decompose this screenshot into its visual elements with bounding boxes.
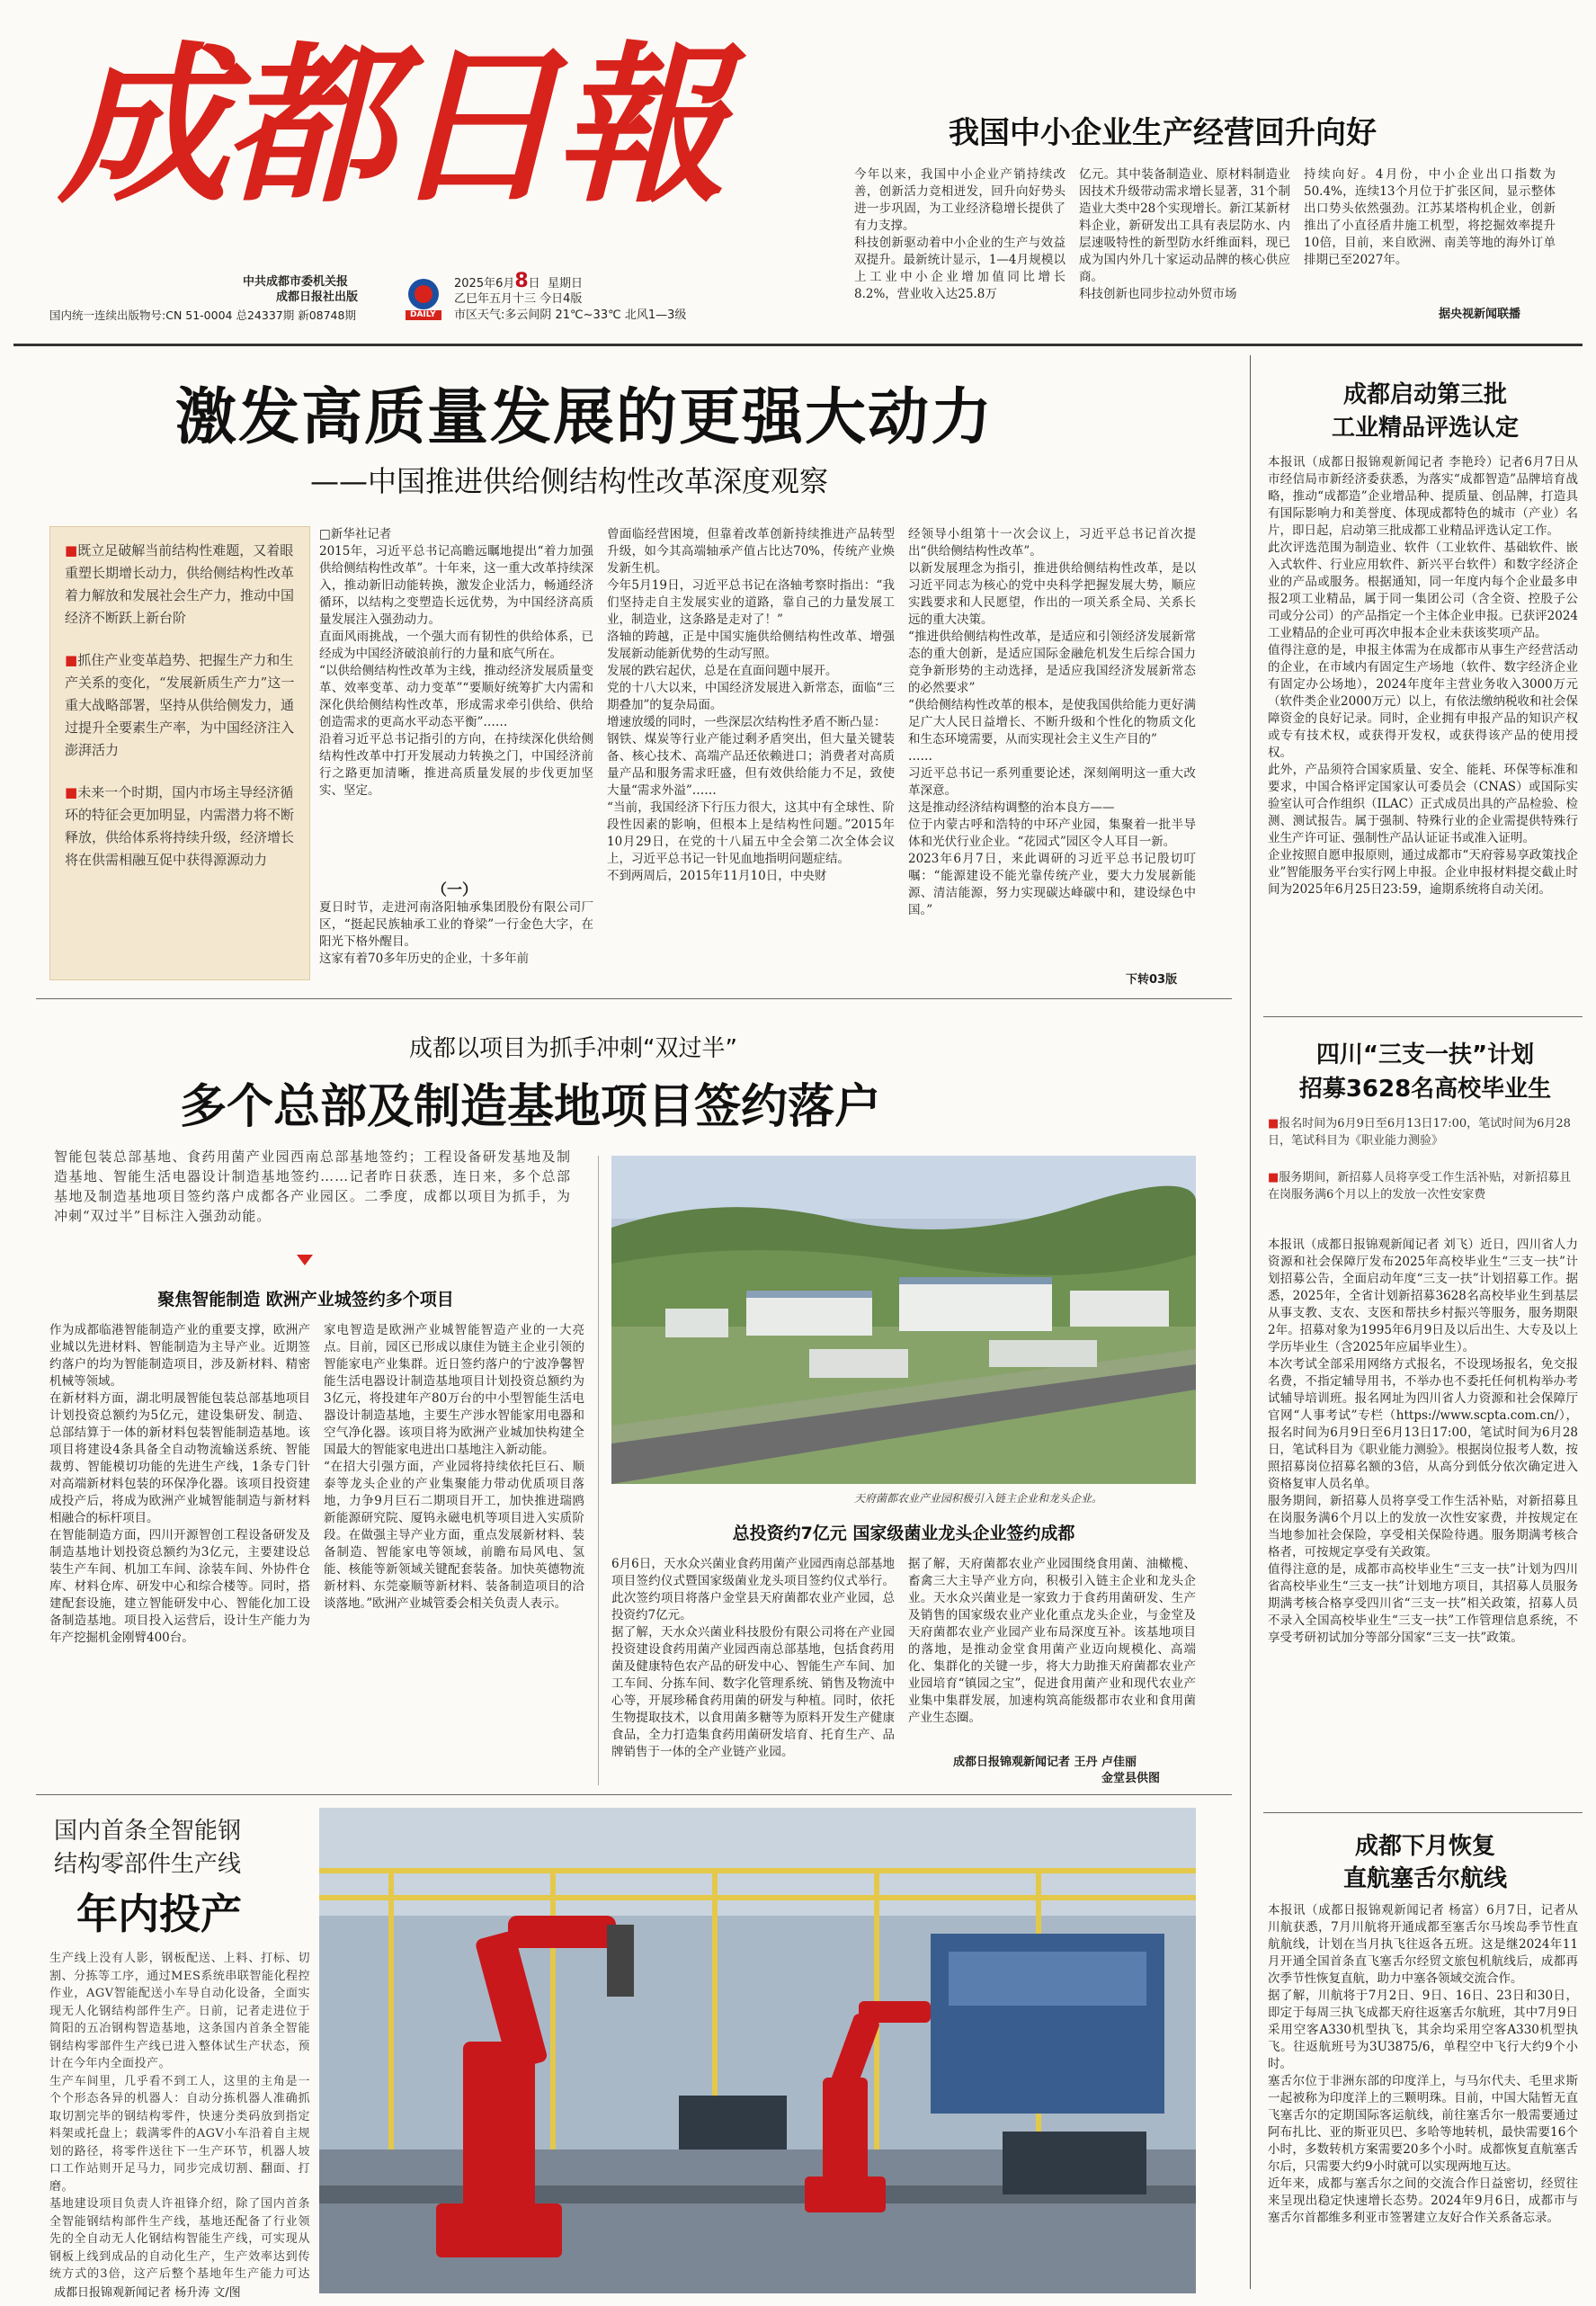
masthead-logo: 成都日報 bbox=[58, 25, 721, 226]
lead-summary-1: ■既立足破解当前结构性难题，又着眼重塑长期增长动力，供给侧结构性改革着力解放和发展社会生产力，推动中国经济不断跃上新台阶 bbox=[65, 542, 295, 626]
project-photo-credit: 金堂县供图 bbox=[1101, 1772, 1161, 1785]
lead-subtitle: ——中国推进供给侧结构性改革深度观察 bbox=[310, 464, 829, 498]
lead-summary-box bbox=[49, 526, 310, 980]
top-story-col1: 今年以来，我国中小企业产销持续改善，创新活力竞相迸发，回升向好势头进一步巩固，为工业经济稳增长提供了有力支撑。 科技创新驱动着中小企业的生产与效益双提升。最新统计显示，1—4月规模以上工业中小企业增加值同比增长8.2%，营业收入达25.8万 bbox=[854, 167, 1065, 301]
steel-kicker-2: 结构零部件生产线 bbox=[54, 1851, 242, 1878]
project-sub2: 总投资约7亿元 国家级菌业龙头企业签约成都 bbox=[732, 1524, 1075, 1543]
project-sub1-col2: 家电智造是欧洲产业城智能智造产业的一大亮点。目前，园区已形成以康佳为链主企业引领的智能家电产业集群。近日签约落户的宁波净馨智能生活电器设计制造基地项目计划投资总额约为3亿元，将投建年产80万台的中小型智能生活电器设计制造基地，主要生产涉水智能家用电器和空气净化器。该项目将为欧洲产业城加快构建全国最大的智能家电进出口基地注入新动能。 “在招大引强方面，产业园将持续依托巨石、顺泰等龙头企业的产业集聚能力带动优质项目落地，力争9月巨石二期项目开工，加快推进瑞鸥新能源研究院、厦钨永磁电机等项目进入实质阶段。在做强主导产业方面，重点发展新材料、装备制造、智能家电等领域，前瞻布局风电、氢能、核能等新领域关键配套装备。加快英德物流新材料、东莞豪顺等新材料、装备制造项目的洽谈落地。”欧洲产业城管委会相关负责人表示。 bbox=[324, 1323, 584, 1611]
lead-col1: □新华社记者 2015年，习近平总书记高瞻远瞩地提出“着力加强供给侧结构性改革”。十年来，这一重大改革持续深入，推动新旧动能转换，激发企业活力，畅通经济循环，以结构之变塑造长远优势，为中国经济高质量发展注入强劲动力。 直面风雨挑战，一个强大而有韧性的供给体系，已经成为中国经济破浪前行的力量和底气所在。 “以供给侧结构性改革为主线，推动经济发展质量变革、效率变革、动力变革”“要顺好统筹扩大内需和深化供给侧结构性改革，形成需求牵引供给、供给创造需求的更高水平动态平衡”…… 沿着习近平总书记指引的方向，在持续深化供给侧结构性改革中打开发展动力转换之门，中国经济前行之路更加清晰，推进高质量发展的步伐更加坚实、坚定。 bbox=[319, 527, 593, 798]
right3-body: 本报讯（成都日报锦观新闻记者 杨富）6月7日，记者从川航获悉，7月川航将开通成都至塞舌尔马埃岛季节性直航航线，计划在当月执飞往返各五班。这是继2024年11月开通全国首条直飞塞舌尔经贸文旅包机航线后，成都再次季节性恢复直航，助力中塞各领域交流合作。 据了解，川航将于7月2日、9日、16日、23日和30日，即定于每周三执飞成都天府往返塞舌尔航班，其中7月9日采用空客A330机型执飞，其余均采用空客A330机型执飞。往返航班号为3U3875/6，单程空中飞行大约9个小时。 塞舌尔位于非洲东部的印度洋上，与马尔代夫、毛里求斯一起被称为印度洋上的三颗明珠。目前，中国大陆暂无直飞塞舌尔的定期国际客运航线，前往塞舌尔一般需要通过阿布扎比、亚的斯亚贝巴、多哈等地转机，最快需要16个小时，多数转机方案需要20多个小时。成都恢复直航塞舌尔后，只需要大约9小时就可以实现两地互达。 近年来，成都与塞舌尔之间的交流合作日益密切，经贸往来呈现出稳定快速增长态势。2024年9月6日，成都市与塞舌尔首都维多利亚市签署建立友好合作关系备忘录。 bbox=[1268, 1903, 1578, 2225]
right2-title-2: 招募3628名高校毕业生 bbox=[1298, 1076, 1552, 1103]
right2-body: 本报讯（成都日报锦观新闻记者 刘飞）近日，四川省人力资源和社会保障厅发布2025年高校毕业生“三支一扶”计划招募公告，全面启动年度“三支一扶”计划招募工作。据悉，2025年，全省计划新招募3628名高校毕业生到基层从事支教、支农、支医和帮扶乡村振兴等服务，服务期限2年。招募对象为1995年6月9日及以后出生、大专及以上学历毕业生（含2025年应届毕业生）。 本次考试全部采用网络方式报名，不设现场报名，免交报名费，不指定辅导用书，不举办也不委托任何机构举办考试辅导培训班。报名网址为四川省人力资源和社会保障厅官网“人事考试”专栏（https://www.scpta.com.cn/），报名时间为6月9日至6月13日17:00，笔试时间为6月28日，笔试科目为《职业能力测验》。根据岗位报考人数，按照招募岗位招募名额的3倍，从高分到低分依次确定进入资格复审人员名单。 服务期间，新招募人员将享受工作生活补贴，对新招募且在岗服务满6个月以上的发放一次性安家费，并按规定在当地参加社会保险，享受相关保险待遇。服务期满考核合格者，可按规定享受有关政策。 值得注意的是，成都市高校毕业生“三支一扶”计划为四川省高校毕业生“三支一扶”计划地方项目，其招募人员服务期满考核合格享受四川省“三支一扶”相关政策，招募人员不录入全国高校毕业生“三支一扶”工作管理信息系统，不享受考研初试加分等部分国家“三支一扶”政策。 bbox=[1268, 1238, 1578, 1645]
project-intro: 智能包装总部基地、食药用菌产业园西南总部基地签约；工程设备研发基地及制造基地、智能生活电器设计制造基地签约……记者昨日获悉，连日来，多个总部基地及制造基地项目签约落户成都各产业园区。二季度，成都以项目为抓手，为冲刺“双过半”目标注入强劲动能。 bbox=[54, 1149, 571, 1224]
industrial-park-photo bbox=[611, 1156, 1196, 1484]
lead-summary-2: ■抓住产业变革趋势、把握生产力和生产关系的变化，“发展新质生产力”这一重大战略部署，坚持从供给侧发力，通过提升全要素生产率，为中国经济注入澎湃活力 bbox=[65, 652, 295, 758]
triangle-marker-icon bbox=[297, 1255, 313, 1265]
masthead-sponsor: 中共成都市委机关报 bbox=[243, 275, 349, 289]
project-kicker: 成都以项目为抓手冲刺“双过半” bbox=[409, 1035, 737, 1062]
issue-date: 2025年6月8日 星期日 bbox=[454, 270, 583, 292]
project-sub2-col2: 据了解，天府菌都农业产业园围绕食用菌、油橄榄、畜禽三大主导产业方向，积极引入链主企业和龙头企业。天水众兴菌业是一家致力于食药用菌研发、生产及销售的国家级农业产业化重点龙头企业，与金堂及天府菌都农业产业园产业布局深度互补。该基地项目的落地，是推动金堂食用菌产业迈向规模化、高端化、集群化的关键一步，将大力助推天府菌都农业产业园培育“镇园之宝”，促进食用菌产业和现代农业产业集中集群发展，加速构筑高能级都市农业和食用菌产业生态圈。 bbox=[908, 1557, 1196, 1725]
right2-rule bbox=[1263, 1812, 1583, 1813]
masthead-rule bbox=[13, 344, 1583, 346]
lead-summary-3: ■未来一个时期，国内市场主导经济循环的特征会更加明显，内需潜力将不断释放，供给体系将持续升级，经济增长将在供需相融互促中获得源源动力 bbox=[65, 784, 295, 868]
lead-jump: 下转03版 bbox=[1126, 973, 1178, 987]
right2-title-1: 四川“三支一扶”计划 bbox=[1315, 1041, 1535, 1068]
project-byline: 成都日报锦观新闻记者 王丹 卢佳丽 bbox=[953, 1756, 1137, 1769]
right1-rule bbox=[1263, 1016, 1583, 1017]
column-rule bbox=[1250, 355, 1251, 2289]
masthead-publisher: 成都日报社出版 bbox=[276, 290, 359, 304]
masthead-serial: 国内统一连续出版物号:CN 51-0004 总24337期 新08748期 bbox=[49, 308, 356, 322]
project-col-rule bbox=[598, 1156, 599, 1785]
weather: 市区天气:多云间阴 21℃~33℃ 北风1—3级 bbox=[454, 308, 687, 322]
right2-bullet-1: ■报名时间为6月9日至6月13日17:00，笔试时间为6月28日，笔试科目为《职业能力测验》 bbox=[1268, 1117, 1571, 1148]
steel-body: 生产线上没有人影，钢板配送、上料、打标、切割、分拣等工序，通过MES系统串联智能化程控作业，AGV智能配送小车导自动化设备，全面实现无人化钢结构部件生产。日前，记者走进位于简阳的五冶钢构智造基地，这条国内首条全智能钢结构零部件生产线已进入整体试生产状态，预计在今年内全面投产。 生产车间里，几乎看不到工人，这里的主角是一个个形态各异的机器人：自动分拣机器人准确抓取切割完毕的钢结构零件，快速分类码放到指定料架或托盘上；载满零件的AGV小车沿着自主规划的路径，将零件送往下一生产环节，机器人坡口工作站则开足马力，同步完成切割、翻面、打磨。 基地建设项目负责人许祖锋介绍，除了国内首条全智能钢结构部件生产线，基地还配备了行业领先的全自动无人化钢结构智能生产线，可实现从钢板上线到成品的自动化生产，生产效率达到传统方式的3倍，这产后整个基地年生产能力可达 bbox=[49, 1952, 310, 2281]
lead-title: 激发高质量发展的更强大动力 bbox=[175, 382, 994, 453]
steel-byline: 成都日报锦观新闻记者 杨升涛 文/图 bbox=[54, 2286, 241, 2300]
lead-rule bbox=[36, 998, 1232, 999]
project-sub2-col1: 6月6日，天水众兴菌业食药用菌产业园西南总部基地项目签约仪式暨国家级菌业龙头项目签约仪式举行。此次签约项目将落户金堂县天府菌都农业产业园，总投资约7亿元。 据了解，天水众兴菌业科技股份有限公司将在产业园投资建设食药用菌产业园西南总部基地，包括食药用菌及健康特色农产品的研发中心、智能生产车间、加工车间、分拣车间、数字化管理系统、销售及物流中心等，开展珍稀食药用菌的研发与种植。同时，依托生物提取技术，以食用菌多糖等为原料开发生产健康食品，全力打造集食药用菌研发培育、托育生产、品牌销售于一体的全产业链产业园。 bbox=[611, 1557, 895, 1759]
right1-body: 本报讯（成都日报锦观新闻记者 李艳玲）记者6月7日从市经信局市新经济委获悉，为落实“成都智造”品牌培育战略，推动“成都造”企业增品种、提质量、创品牌，打造具有国际影响力和美誉度、体现成都特色的城市（产业）名片，即日起，启动第三批成都工业精品评选认定工作。 此次评选范围为制造业、软件（工业软件、基础软件、嵌入式软件、行业应用软件、新兴平台软件）和数字经济企业的产品或服务。根据通知，同一年度内每个企业最多申报2项工业精品，属于同一集团公司（含全资、控股子公司或分公司）的产品指定一个主体企业申报。已获评2024工业精品的企业可再次申报本企业未获该奖项产品。 值得注意的是，申报主体需为在成都市从事生产经营活动的企业，在市域内有固定生产场地（软件、数字经济企业有固定办公场地），2024年度年主营业务收入3000万元（软件类企业2000万元）以上，有依法缴纳税收和社会保障资金的良好记录。同时，企业拥有申报产品的知识产权或专有技术权，或获得开发权，或获得该产品的使用授权。 此外，产品须符合国家质量、安全、能耗、环保等标准和要求，中国合格评定国家认可委员会（CNAS）或国际实验室认可合作组织（ILAC）正式成员出具的产品检验、检测、测试报告。属于强制、特殊行业的企业需提供特殊行业生产许可证、强制性产品认证证书或准入证明。 企业按照自愿申报原则，通过成都市“天府蓉易享政策找企业”智能服务平台实行网上申报。企业申报材料提交截止时间为2025年6月25日23:59，逾期系统将自动关闭。 bbox=[1268, 455, 1578, 897]
top-story-col3: 持续向好。4月份，中小企业出口指数为50.4%，连续13个月位于扩张区间，显示整体出口势头依然强劲。江苏某塔构机企业，创新推出了小直径盾井施工机型，将挖掘效率提升10倍，目前，来自欧洲、南美等地的海外订单排期已至2027年。 bbox=[1304, 167, 1556, 267]
project-sub1-col1: 作为成都临港智能制造产业的重要支撑，欧洲产业城以先进材料、智能制造为主导产业。近期签约落户的均为智能制造项目，涉及新材料、精密机械等领域。 在新材料方面，湖北明晟智能包装总部基地项目计划投资总额约为5亿元，建设集研发、制造、总部结算于一体的新材料包装智能制造基地。该项目将建设4条具备全自动物流输送系统、智能裁剪、智能模切功能的先进生产线，1条专门针对高端新材料包装的环保净化器。该项目投资建成投产后，将成为欧洲产业城智能制造与新材料相融合的标杆项目。 在智能制造方面，四川开源智创工程设备研发及制造基地计划投资总额约为3亿元，主要建设总装生产车间、机加工车间、涂装车间、外协件仓库、材料仓库、研发中心和综合楼等。同时，搭建配套设施，建立智能研发中心、智能化加工设备制造基地。项目投入运营后，设计生产能力为年产挖掘机金刚臂400台。 bbox=[49, 1323, 310, 1645]
masthead bbox=[49, 18, 787, 342]
daily-badge: DAILY bbox=[400, 274, 447, 321]
top-story-source: 据央视新闻联播 bbox=[1439, 308, 1521, 321]
right1-title-2: 工业精品评选认定 bbox=[1331, 415, 1519, 442]
top-story-col2: 亿元。其中装备制造业、原材料制造业因技术升级带动需求增长显著，31个制造业大类中28个实现增长。新江某新材料企业，新研发出工具有表层防水、内层速吸特性的新型防水纤维面料，现已成为国内外几十家运动品牌的核心供应商。 科技创新也同步拉动外贸市场 bbox=[1079, 167, 1290, 301]
steel-kicker-1: 国内首条全智能钢 bbox=[54, 1818, 242, 1845]
project-sub1: 聚焦智能制造 欧洲产业城签约多个项目 bbox=[157, 1290, 454, 1309]
lunar-date: 乙巳年五月十三 今日4版 bbox=[454, 292, 583, 306]
lead-col1b: 夏日时节，走进河南洛阳轴承集团股份有限公司厂区，“挺起民族轴承工业的脊梁”一行金色大字，在阳光下格外醒目。 这家有着70多年历史的企业，十多年前 bbox=[319, 900, 593, 966]
project-title: 多个总部及制造基地项目签约落户 bbox=[180, 1080, 882, 1134]
steel-title: 年内投产 bbox=[76, 1890, 242, 1938]
lead-col3: 经领导小组第十一次会议上，习近平总书记首次提出“供给侧结构性改革”。 以新发展理念为指引，推进供给侧结构性改革，是以习近平同志为核心的党中央科学把握发展大势，顺应实践要求和人民愿望，作出的一项关系全局、关系长远的重大决策。 “推进供给侧结构性改革，是适应和引领经济发展新常态的重大创新，是适应国际金融危机发生后综合国力竞争新形势的主动选择，是适应我国经济发展新常态的必然要求” “供给侧结构性改革的根本，是使我国供给能力更好满足广大人民日益增长、不断升级和个性化的物质文化和生态环境需要，从而实现社会主义生产目的” …… 习近平总书记一系列重要论述，深刻阐明这一重大改革深意。 这是推动经济结构调整的治本良方—— 位于内蒙古呼和浩特的中环产业园，集聚着一批半导体和光伏行业企业。“花园式”园区令人耳目一新。 2023年6月7日，来此调研的习近平总书记殷切叮嘱：“能源建设不能光靠传统产业，要大力发展新能源、清洁能源，努力实现碳达峰碳中和，建设绿色中国。” bbox=[908, 527, 1196, 917]
park-photo-caption: 天府菌都农业产业园积极引入链主企业和龙头企业。 bbox=[854, 1492, 1103, 1505]
robot-factory-photo bbox=[319, 1808, 1196, 2293]
right3-title-1: 成都下月恢复 bbox=[1354, 1833, 1495, 1860]
right3-title-2: 直航塞舌尔航线 bbox=[1342, 1865, 1507, 1892]
right2-bullet-2: ■服务期间，新招募人员将享受工作生活补贴，对新招募且在岗服务满6个月以上的发放一次性安家费 bbox=[1268, 1171, 1572, 1202]
project-rule bbox=[36, 1794, 1232, 1795]
lead-col2: 曾面临经营困境，但靠着改革创新持续推进产品转型升级，如今其高端轴承产值占比达70%，传统产业焕发新生机。 今年5月19日，习近平总书记在洛轴考察时指出：“我们坚持走自主发展实业的道路，靠自己的力量发展工业，制造业，这条路是走对了！” 洛轴的跨越，正是中国实施供给侧结构性改革、增强发展新动能新优势的生动写照。 发展的跌宕起伏，总是在直面问题中展开。 党的十八大以来，中国经济发展进入新常态，面临“三期叠加”的复杂局面。 增速放缓的同时，一些深层次结构性矛盾不断凸显： 钢铁、煤炭等行业产能过剩矛盾突出，但大量关键装备、核心技术、高端产品还依赖进口；消费者对高质量产品和服务需求旺盛，但有效供给能力不足，致使大量“需求外溢”…… “当前，我国经济下行压力很大，这其中有全球性、阶段性因素的影响，但根本上是结构性问题。”2015年10月29日，在党的十八届五中全会第二次全体会议上，习近平总书记一针见血地指明问题症结。 不到两周后，2015年11月10日，中央财 bbox=[607, 527, 895, 883]
right1-title-1: 成都启动第三批 bbox=[1342, 381, 1507, 408]
lead-section-mark: （一） bbox=[432, 881, 477, 899]
top-story-title: 我国中小企业生产经营回升向好 bbox=[949, 115, 1377, 151]
